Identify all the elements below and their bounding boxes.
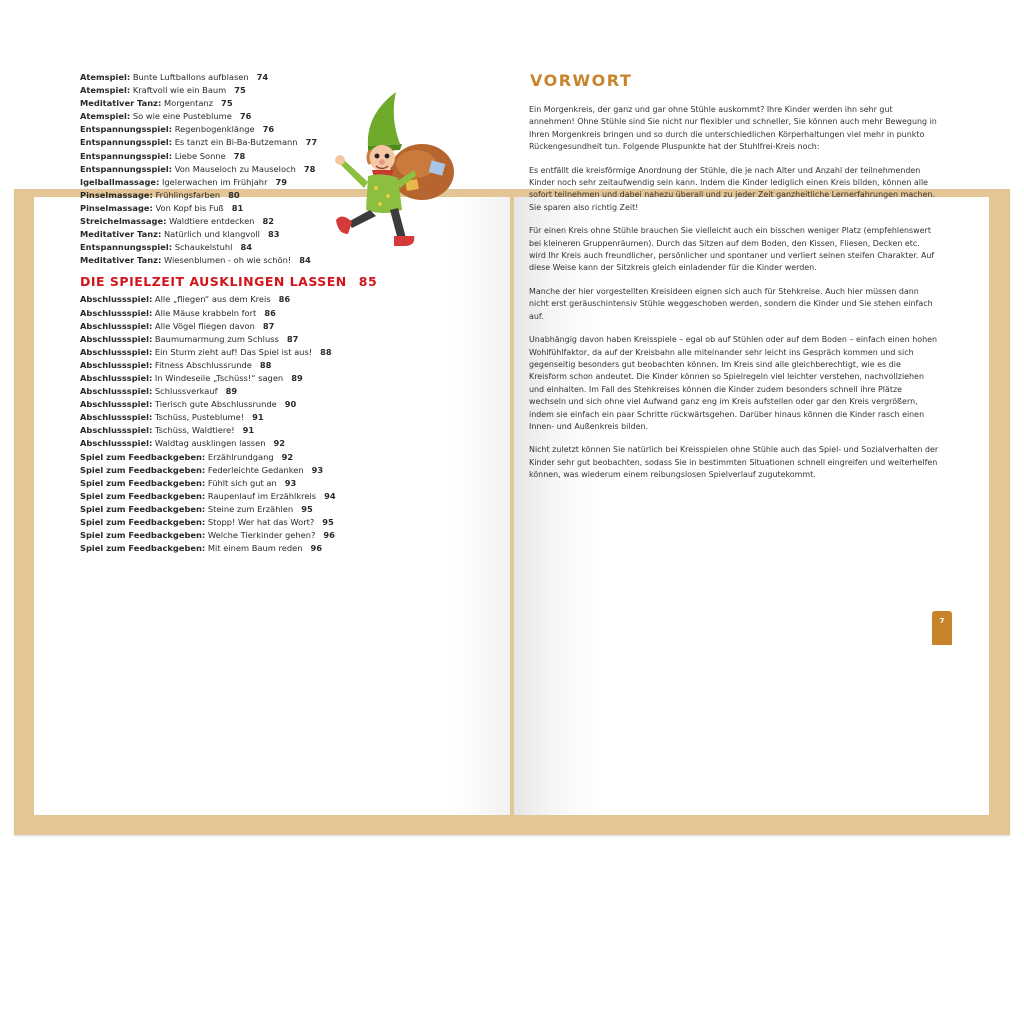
toc-entry-page: 88 xyxy=(320,346,332,357)
preface-paragraph: Es entfällt die kreisförmige Anordnung der Stühle, die je nach Alter und Anzahl der teilnehmenden Kinder noch sehr zeitaufwendig sein kann. Indem die Kinder lediglich einen Kreis bilden, können alle sofort teilnehmen und dabei nahezu überall und zu jeder Zeit ganzheitliche Lernerfahrungen machen. Sie sparen also richtig Zeit! xyxy=(529,165,936,212)
toc-entry-page: 84 xyxy=(299,255,311,266)
toc-entry-title: Morgentanz xyxy=(163,98,214,109)
toc-entry-page: 82 xyxy=(262,216,274,227)
toc-entry-keyword: Abschlussspiel: xyxy=(80,346,153,357)
toc-entry-page: 92 xyxy=(273,438,286,449)
toc-entry-keyword: Meditativer Tanz: xyxy=(80,98,162,109)
toc-entry-page: 81 xyxy=(231,202,244,213)
toc-entry-keyword: Spiel zum Feedbackgeben: xyxy=(80,451,206,462)
toc-section-list xyxy=(80,293,440,555)
toc-entry-page: 93 xyxy=(311,464,324,475)
toc-entry-title: Alle Vögel fliegen davon xyxy=(154,320,255,331)
toc-entry-title: Igelerwachen im Frühjahr xyxy=(161,176,268,187)
toc-entry-page: 76 xyxy=(262,124,275,135)
toc-entry-keyword: Atemspiel: xyxy=(80,85,131,96)
toc-entry-page: 96 xyxy=(310,543,323,554)
toc-entry-title: Von Mauseloch zu Mauseloch xyxy=(174,163,296,174)
toc-entry-keyword: Abschlussspiel: xyxy=(80,412,153,423)
toc-entry-page: 95 xyxy=(301,503,313,514)
gnome-with-sack-icon xyxy=(318,84,458,254)
toc-entry-title: Erzählrundgang xyxy=(207,451,274,462)
toc-entry-page: 91 xyxy=(252,412,264,423)
toc-entry xyxy=(80,333,440,346)
toc-entry-keyword: Abschlussspiel: xyxy=(80,333,153,344)
toc-entry-title: Bunte Luftballons aufblasen xyxy=(132,72,249,82)
preface-paragraph: Unabhängig davon haben Kreisspiele – egal ob auf Stühlen oder auf dem Boden – einfach einen hohen Wohlfühlfaktor, da auf der Kreisbahn alle miteinander sehr leicht ins Gespräch kommen und sich gegenseitig besonders gut beobachten können. Im Kreis sind alle gleichberechtigt, wie es die Kreisform schon andeutet. Die Kinder können so Spielregeln viel leichter verstehen, nachvollziehen und einhalten. Im Fall des Stehkreises können die Kinder zudem besonders schnell ihre Plätze wechseln und sich ohne viel Aufwand ganz eng im Kreis aufstellen oder gar den Kreis vergrößern, indem sie einfach ein paar Schritte rückwärtsgehen. Darüber hinaus können die Kinder rasch einen Innen- und Außenkreis bilden. xyxy=(529,335,938,431)
page-number: 7 xyxy=(939,617,945,625)
toc-entry-keyword: Spiel zum Feedbackgeben: xyxy=(80,517,206,527)
preface-body xyxy=(529,104,939,493)
toc-entry-title: Kraftvoll wie ein Baum xyxy=(132,85,227,96)
toc-entry-title: Es tanzt ein Bi-Ba-Butzemann xyxy=(174,137,298,148)
toc-entry-keyword: Spiel zum Feedbackgeben: xyxy=(80,530,206,541)
toc-entry-page: 78 xyxy=(233,150,246,161)
toc-entry xyxy=(80,320,440,333)
toc-entry-keyword: Abschlussspiel: xyxy=(80,294,153,305)
toc-entry-page: 84 xyxy=(240,242,252,253)
toc-entry xyxy=(80,346,440,359)
section-heading xyxy=(80,273,440,291)
toc-entry xyxy=(80,398,440,411)
toc-entry-title: Fitness Abschlussrunde xyxy=(154,359,252,370)
toc-entry-title: Raupenlauf im Erzählkreis xyxy=(207,490,317,501)
toc-entry-title: Wiesenblumen - oh wie schön! xyxy=(163,255,292,266)
toc-entry-keyword: Spiel zum Feedbackgeben: xyxy=(80,477,206,488)
toc-entry xyxy=(80,542,440,555)
toc-entry-title: Tschüss, Pusteblume! xyxy=(154,412,245,423)
toc-entry-keyword: Abschlussspiel: xyxy=(80,372,153,383)
toc-entry xyxy=(80,490,440,503)
preface-paragraph: Manche der hier vorgestellten Kreisideen eignen sich auch für Stehkreise. Auch hier müssen dann nicht erst geräuschintensiv Stühle weggeschoben werden, sondern die Kinder und Sie stehen einfach auf. xyxy=(529,286,933,321)
toc-entry xyxy=(80,359,440,372)
toc-entry-page: 88 xyxy=(259,359,272,370)
toc-entry-title: Von Kopf bis Fuß xyxy=(155,202,224,213)
toc-entry-page: 91 xyxy=(242,425,255,436)
toc-entry-keyword: Atemspiel: xyxy=(80,111,131,122)
toc-entry-keyword: Abschlussspiel: xyxy=(80,359,153,370)
toc-entry-keyword: Meditativer Tanz: xyxy=(80,229,162,240)
toc-entry xyxy=(80,451,440,464)
toc-entry-keyword: Spiel zum Feedbackgeben: xyxy=(80,464,206,475)
toc-entry-keyword: Pinselmassage: xyxy=(80,189,153,200)
toc-entry-title: Liebe Sonne xyxy=(174,150,226,161)
toc-entry xyxy=(80,372,440,385)
toc-entry-keyword: Spiel zum Feedbackgeben: xyxy=(80,503,206,514)
page-number-tab xyxy=(932,611,952,645)
toc-entry-keyword: Spiel zum Feedbackgeben: xyxy=(80,490,206,501)
toc-entry-page: 87 xyxy=(262,320,275,331)
toc-entry-title: Welche Tierkinder gehen? xyxy=(207,530,316,541)
toc-entry-keyword: Entspannungsspiel: xyxy=(80,124,173,135)
toc-entry-keyword: Pinselmassage: xyxy=(80,202,153,213)
toc-entry-keyword: Entspannungsspiel: xyxy=(80,242,173,253)
toc-entry xyxy=(80,385,440,398)
section-page: 85 xyxy=(358,274,378,290)
toc-entry-keyword: Entspannungsspiel: xyxy=(80,150,173,161)
toc-entry-keyword: Abschlussspiel: xyxy=(80,307,153,318)
toc-entry-page: 76 xyxy=(239,111,252,122)
toc-entry-keyword: Abschlussspiel: xyxy=(80,399,153,410)
toc-entry-title: Federleichte Gedanken xyxy=(207,464,304,475)
toc-entry-page: 86 xyxy=(264,307,276,318)
toc-entry-title: Mit einem Baum reden xyxy=(207,543,303,554)
toc-entry-keyword: Abschlussspiel: xyxy=(80,320,153,331)
toc-entry-page: 80 xyxy=(228,189,240,200)
toc-entry-keyword: Streichelmassage: xyxy=(80,216,167,227)
toc-entry-title: Frühlingsfarben xyxy=(155,189,221,200)
toc-entry-page: 77 xyxy=(305,137,318,148)
toc-entry-title: Regenbogenklänge xyxy=(174,124,255,135)
toc-entry-page: 89 xyxy=(225,386,238,397)
toc-entry-title: Schaukelstuhl xyxy=(174,242,233,253)
toc-entry-keyword: Meditativer Tanz: xyxy=(80,255,162,266)
toc-entry xyxy=(80,516,440,529)
toc-entry-title: Waldtag ausklingen lassen xyxy=(154,438,266,449)
toc-entry-page: 75 xyxy=(234,85,246,96)
toc-entry-page: 87 xyxy=(286,333,299,344)
toc-entry xyxy=(80,503,440,516)
toc-entry-title: Tschüss, Waldtiere! xyxy=(154,425,235,436)
toc-entry-keyword: Abschlussspiel: xyxy=(80,386,153,397)
toc-entry xyxy=(80,71,440,84)
toc-entry-title: Alle Mäuse krabbeln fort xyxy=(154,307,257,318)
section-title: DIE SPIELZEIT AUSKLINGEN LASSEN xyxy=(80,274,347,290)
toc-entry-title: Alle „fliegen“ aus dem Kreis xyxy=(154,294,271,305)
preface-paragraph: Für einen Kreis ohne Stühle brauchen Sie vielleicht auch ein bisschen weniger Platz (empfehlenswert bei kleineren Gruppenräumen). Durch das Sitzen auf dem Boden, den Kissen, Fliesen, Decken etc. wird Ihr Kreis auch freundlicher, persönlicher und spontaner und verliert seinen steifen Charakter. Auf diese Weise kann der Sitzkreis gleich einladender für die Kinder werden. xyxy=(529,226,935,273)
toc-entry-page: 75 xyxy=(221,98,233,109)
toc-entry-title: Schlussverkauf xyxy=(154,386,218,397)
toc-entry-title: Baumumarmung zum Schluss xyxy=(154,333,279,344)
toc-entry-title: Steine zum Erzählen xyxy=(207,503,294,514)
toc-entry xyxy=(80,411,440,424)
toc-entry xyxy=(80,529,440,542)
toc-entry-page: 94 xyxy=(324,490,336,501)
toc-entry-page: 93 xyxy=(284,477,297,488)
toc-entry-keyword: Spiel zum Feedbackgeben: xyxy=(80,543,206,554)
toc-entry xyxy=(80,307,440,320)
toc-entry-keyword: Entspannungsspiel: xyxy=(80,163,173,174)
toc-entry-title: In Windeseile „Tschüss!“ sagen xyxy=(154,372,284,383)
toc-entry-title: Ein Sturm zieht auf! Das Spiel ist aus! xyxy=(154,346,313,357)
toc-entry xyxy=(80,437,440,450)
toc-entry xyxy=(80,464,440,477)
toc-entry-page: 92 xyxy=(281,451,294,462)
toc-entry xyxy=(80,424,440,437)
toc-entry-title: Stopp! Wer hat das Wort? xyxy=(207,517,315,527)
toc-entry-keyword: Entspannungsspiel: xyxy=(80,137,173,148)
preface-heading: VORWORT xyxy=(530,71,633,90)
toc-entry-keyword: Abschlussspiel: xyxy=(80,438,153,449)
toc-entry-page: 89 xyxy=(291,372,303,383)
toc-entry-page: 96 xyxy=(323,530,335,541)
toc-entry-page: 95 xyxy=(322,517,334,527)
preface-paragraph: Nicht zuletzt können Sie natürlich bei Kreisspielen ohne Stühle auch das Spiel- und Sozialverhalten der Kinder sehr gut beobachten, sodass Sie in bestimmten Situationen schnell eingreifen und weiterhelfen können, was wiederum einem reibungslosen Spielverlauf zugutekommt. xyxy=(529,445,939,480)
toc-entry-page: 78 xyxy=(303,163,316,174)
toc-entry-keyword: Igelballmassage: xyxy=(80,176,160,187)
toc-entry-page: 83 xyxy=(267,229,280,240)
toc-entry-title: Tierisch gute Abschlussrunde xyxy=(154,399,277,410)
toc-entry-title: Fühlt sich gut an xyxy=(207,477,277,488)
toc-entry-page: 90 xyxy=(284,399,297,410)
toc-entry-keyword: Abschlussspiel: xyxy=(80,425,153,436)
toc-entry-keyword: Atemspiel: xyxy=(80,72,131,82)
toc-entry xyxy=(80,254,440,267)
toc-entry-title: Natürlich und klangvoll xyxy=(163,229,260,240)
toc-entry-page: 79 xyxy=(275,176,288,187)
toc-entry-title: So wie eine Pusteblume xyxy=(132,111,232,122)
toc-entry-page: 74 xyxy=(256,72,269,82)
preface-paragraph: Ein Morgenkreis, der ganz und gar ohne Stühle auskommt? Ihre Kinder werden ihn sehr gut annehmen! Ohne Stühle sind Sie nicht nur flexibler und schneller, Sie können auch mehr Bewegung in Ihren Morgenkreis bringen und so durch die unterschiedlichen Körperhaltungen viel mehr in punkto Rückengesundheit tun. Folgende Pluspunkte hat der Stuhlfrei-Kreis noch: xyxy=(529,105,937,152)
toc-entry xyxy=(80,477,440,490)
toc-entry-title: Waldtiere entdecken xyxy=(169,216,255,227)
toc-entry xyxy=(80,293,440,306)
toc-entry-page: 86 xyxy=(278,294,291,305)
